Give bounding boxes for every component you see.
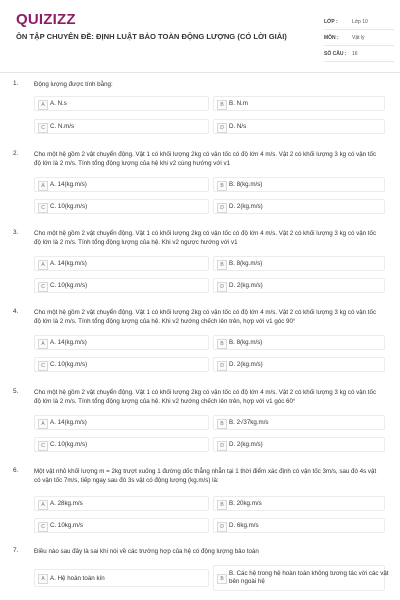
option-text: A. Hệ hoàn toàn kín: [50, 575, 105, 582]
option-letter: D: [217, 361, 227, 371]
option-text: B. 2√37kg.m/s: [229, 419, 269, 426]
meta-count-row: [324, 46, 394, 62]
option-b[interactable]: [213, 256, 385, 271]
option-text: B. 8(kg.m/s): [229, 181, 263, 188]
option-letter: A: [38, 260, 48, 270]
option-text: D. 6kg.m/s: [229, 522, 259, 529]
option-text: C. 10(kg.m/s): [50, 361, 88, 368]
question-text: Điều nào sau đây là sai khi nói về các trường hợp của hệ có động lượng bảo toàn: [34, 548, 259, 555]
option-b[interactable]: [213, 335, 385, 350]
option-letter: C: [38, 361, 48, 371]
option-text: D. 2(kg.m/s): [229, 203, 263, 210]
option-b[interactable]: [213, 496, 385, 511]
option-letter: A: [38, 500, 48, 510]
option-letter: A: [38, 339, 48, 349]
option-a[interactable]: [34, 96, 209, 111]
option-letter: D: [217, 203, 227, 213]
option-text: A. 14(kg.m/s): [50, 419, 87, 426]
option-b[interactable]: [213, 96, 385, 111]
option-d[interactable]: [213, 518, 385, 533]
meta-subject-label: MÔN :: [324, 34, 339, 41]
option-text: B. 20kg.m/s: [229, 500, 262, 507]
option-c[interactable]: [34, 357, 209, 372]
option-text: A. 28kg.m/s: [50, 500, 83, 507]
option-letter: C: [38, 441, 48, 451]
meta-class-label: LỚP :: [324, 18, 338, 25]
question-text: Cho một hệ gồm 2 vật chuyển động. Vật 1 có khối lượng 2kg có vận tốc có độ lớn 4 m/s. Vật 2 có khối lượng 3 kg có vận tốc độ lớn là 2 m/s. Tính tổng động lượng của hệ. Khi v2 hướng chếch lên trên, hợp với v1 góc 90°: [34, 309, 377, 325]
meta-class-row: [324, 14, 394, 30]
question-text: Một vật nhỏ khối lượng m = 2kg trượt xuống 1 đường dốc thẳng nhẵn tại 1 thời điểm xác định có vận tốc 3m/s, sau đó 4s vật có vận tốc 7m/s, tiếp ngay sau đó 3s vật có động lượng (kg.m/s) là:: [34, 468, 377, 484]
option-b[interactable]: [213, 415, 385, 430]
option-text: B. N.m: [229, 100, 248, 107]
option-text: A. 14(kg.m/s): [50, 181, 87, 188]
option-d[interactable]: [213, 357, 385, 372]
page-title: ÔN TẬP CHUYÊN ĐỀ: ĐỊNH LUẬT BẢO TOÀN ĐỘNG LƯỢNG (CÓ LỜI GIẢI): [16, 32, 287, 41]
option-c[interactable]: [34, 119, 209, 134]
option-letter: D: [217, 522, 227, 532]
option-letter: C: [38, 282, 48, 292]
option-letter: A: [38, 100, 48, 110]
question-number: 4.: [13, 308, 19, 315]
option-letter: C: [38, 123, 48, 133]
question-number: 1.: [13, 80, 19, 87]
meta-count-value: 16: [352, 50, 358, 57]
option-d[interactable]: [213, 199, 385, 214]
option-letter: D: [217, 123, 227, 133]
option-text: C. N.m/s: [50, 123, 75, 130]
option-a[interactable]: [34, 335, 209, 350]
option-c[interactable]: [34, 278, 209, 293]
option-c[interactable]: [34, 437, 209, 452]
option-a[interactable]: [34, 569, 209, 587]
question-number: 3.: [13, 229, 19, 236]
option-text: B. 8(kg.m/s): [229, 260, 263, 267]
option-text: C. 10kg.m/s: [50, 522, 84, 529]
option-text: C. 10(kg.m/s): [50, 282, 88, 289]
question-text: Cho một hệ gồm 2 vật chuyển động. Vật 1 có khối lượng 2kg có vận tốc có độ lớn 4 m/s. Vật 2 có khối lượng 3 kg có vận tốc độ lớn là 2 m/s. Tính tổng động lượng của hệ. Khi v2 ngược hướng với v1: [34, 230, 377, 246]
option-a[interactable]: [34, 496, 209, 511]
option-c[interactable]: [34, 199, 209, 214]
option-letter: B: [217, 260, 227, 270]
option-d[interactable]: [213, 278, 385, 293]
option-text: D. 2(kg.m/s): [229, 361, 263, 368]
option-a[interactable]: [34, 177, 209, 192]
option-text: C. 10(kg.m/s): [50, 203, 88, 210]
meta-subject-value: Vật lý: [352, 34, 365, 41]
option-a[interactable]: [34, 415, 209, 430]
question-number: 5.: [13, 388, 19, 395]
meta-box: [324, 14, 394, 62]
option-text: D. N/s: [229, 123, 247, 130]
meta-class-value: Lớp 10: [352, 18, 368, 25]
option-text: B. Các hệ trong hệ hoàn toàn không tương tác với các vật bên ngoài hệ: [229, 570, 389, 585]
option-letter: D: [217, 282, 227, 292]
option-text: D. 2(kg.m/s): [229, 441, 263, 448]
option-text: D. 2(kg.m/s): [229, 282, 263, 289]
option-letter: A: [38, 574, 48, 584]
option-letter: A: [38, 419, 48, 429]
question-number: 6.: [13, 467, 19, 474]
option-text: C. 10(kg.m/s): [50, 441, 88, 448]
option-d[interactable]: [213, 119, 385, 134]
worksheet-header: [0, 0, 400, 73]
question-number: 7.: [13, 547, 19, 554]
question-number: 2.: [13, 150, 19, 157]
option-text: A. 14(kg.m/s): [50, 339, 87, 346]
option-letter: D: [217, 441, 227, 451]
option-letter: B: [217, 181, 227, 191]
option-c[interactable]: [34, 518, 209, 533]
option-letter: B: [217, 419, 227, 429]
question-text: Cho một hệ gồm 2 vật chuyển động. Vật 1 có khối lượng 2kg có vận tốc có độ lớn 4 m/s. Vật 2 có khối lượng 3 kg có vận tốc độ lớn là 2 m/s. Tính tổng động lượng của hệ. Khi v2 hướng chếch lên trên, hợp với v1 góc 60°: [34, 389, 377, 405]
option-letter: B: [217, 339, 227, 349]
option-letter: A: [38, 181, 48, 191]
option-letter: C: [38, 522, 48, 532]
option-b[interactable]: [213, 565, 389, 591]
question-text: Cho một hệ gồm 2 vật chuyển động. Vật 1 có khối lượng 2kg có vận tốc có độ lớn 4 m/s. Vật 2 có khối lượng 3 kg có vận tốc độ lớn là 2 m/s. Tính tổng động lượng của hệ khi v2 cùng hướng với v1: [34, 151, 377, 167]
option-a[interactable]: [34, 256, 209, 271]
option-d[interactable]: [213, 437, 385, 452]
option-text: B. 8(kg.m/s): [229, 339, 263, 346]
option-text: A. N.s: [50, 100, 67, 107]
option-letter: B: [217, 500, 227, 510]
option-letter: B: [217, 100, 227, 110]
option-text: A. 14(kg.m/s): [50, 260, 87, 267]
option-b[interactable]: [213, 177, 385, 192]
quizizz-logo: QUIZIZZ: [16, 11, 76, 28]
meta-subject-row: [324, 30, 394, 46]
question-text: Động lượng được tính bằng:: [34, 81, 113, 88]
meta-count-label: SỐ CÂU :: [324, 50, 347, 57]
option-letter: B: [217, 574, 227, 584]
option-letter: C: [38, 203, 48, 213]
